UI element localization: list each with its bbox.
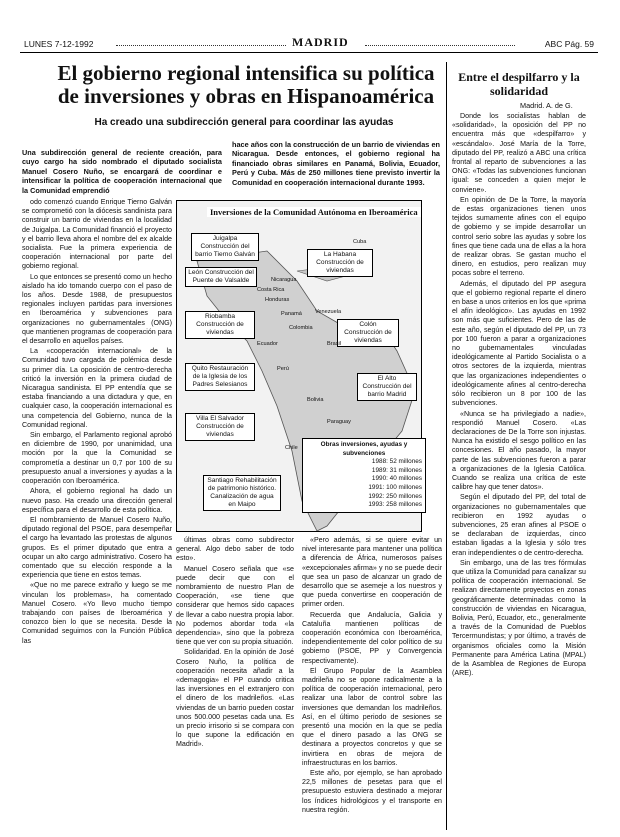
article-subhead: Ha creado una subdirección general para coordinar las ayudas — [94, 117, 394, 128]
page-header — [20, 35, 598, 53]
map-label-riobamba: Riobamba Construcción de viviendas — [185, 311, 255, 339]
paragraph: Donde los socialistas hablan de «solidaridad», la oposición del PP no encuentra más que «despilfarro» y «escándalo». José María de la Torre, diputado del PP, realizó a ABC una crítica frontal al reparto de subvenciones a las ONG: «Todas las subvenciones funcionan igual: se conceden a quien mejor le conviene». — [452, 112, 586, 194]
stats-title: Obras inversiones, ayudas y subvenciones — [320, 441, 408, 457]
investment-stats-box — [302, 438, 426, 513]
map-city: Chile — [285, 445, 298, 451]
map-label-colon: Colón Construcción de viviendas — [337, 319, 399, 347]
map-label-quito: Quito Restauración de la Iglesia de los Padres Selesianos — [185, 363, 255, 391]
paragraph: Sin embargo, el Parlamento regional aprobó en diciembre de 1990, por unanimidad, una moción por la que la Comunidad se comprometía a destinar un 0,7 por 100 de su presupuesto anual a inversiones y ayudas a la cooperación con Iberoamérica. — [22, 431, 172, 486]
map-label-la-habana: La Habana Construcción de viviendas — [307, 249, 373, 277]
paragraph: «Pero además, si se quiere evitar un nivel interesante para mantener una política a diferencia de África, numerosos países «excepcionales afirma» y no se puede decir que sea un paso de alcanzar un grado de desarrollo que se asemeje a los nuestros y que pueda convertirse en cooperación de primer orden. — [302, 536, 442, 609]
article-lead-left: Una subdirección general de reciente creación, para cuyo cargo ha sido nombrado el diputado socialista Manuel Cosero Nuño, se encargará de coordinar e intensificar la política de cooperación internacional que la Comunidad emprendió — [22, 148, 222, 195]
map-city: Bolivia — [307, 397, 324, 403]
map-city: Brasil — [327, 341, 341, 347]
paragraph: Manuel Cosero señala que «se puede decir que con el nombramiento de nuestro Plan de Cooperación, «se tiene que considerar que hemos sido capaces de llevar a cabo nuestra propia labor. No podemos abordar toda «la dependencia», sino que la pobreza tiene que ver con su propia situación. — [176, 564, 294, 647]
article-column-1 — [22, 198, 172, 830]
paragraph: Recuerda que Andalucía, Galicia y Cataluña mantienen políticas de cooperación económica con Iberoamérica, independientemente del color político de su gobierno (PSOE, PP y Convergencia respectivamente). — [302, 610, 442, 665]
column-divider — [446, 62, 447, 830]
map-city: Ecuador — [257, 341, 278, 347]
paragraph: odo comenzó cuando Enrique Tierno Galván se comprometió con la diócesis sandinista para construir un barrio de viviendas en la localidad de Juigalpa. La Comunidad financió el proyecto y el barrio lleva ahora el nombre del ex alcalde socialista. Fue la primera experiencia de cooperación internacional por parte del gobierno regional. — [22, 198, 172, 271]
paragraph: «Nunca se ha privilegiado a nadie», respondió Manuel Cosero. «Las declaraciones de De la Torre son injustas. Nunca ha existido el sesgo político en las concesiones. El año pasado, la mayor parte de las subvenciones fueron a parar a organizaciones de la Iglesia Católica. Cuando se realiza una crítica de este calibre hay que tener datos». — [452, 409, 586, 492]
paragraph: En opinión de De la Torre, la mayoría de estas organizaciones tienen unos tejidos sumamente afines con el equipo de gobierno y se impide desarrollar un control serio sobre las ayudas y sobre los fines que tiene cada una de ellas a la hora de realizar obras. Se gastan mucho el dinero, en estudios, pero realizan muy pocas sobre el terreno. — [452, 195, 586, 278]
map-city: Costa Rica — [257, 287, 285, 293]
section-title: MADRID — [292, 35, 349, 49]
map-label-juigalpa: Juigalpa Construcción del barrio Tierno Galván — [191, 233, 259, 261]
sidebar-column — [452, 112, 586, 830]
stats-row: 1988: 52 millones — [371, 458, 422, 466]
map-label-el-alto: El Alto Construcción del barrio Madrid — [357, 373, 417, 401]
map-city: Perú — [277, 366, 289, 372]
stats-row: 1991: 100 millones — [368, 483, 422, 491]
map-title: Inversiones de la Comunidad Autónoma en Iberoamérica — [207, 207, 421, 217]
article-lead-right: hace años con la construcción de un barrio de viviendas en Nicaragua. Desde entonces, el gobierno regional ha financiado obras similares en Panamá, Bolivia, Ecuador, Perú y Cuba. Más de 250 millones tiene previsto invertir la Comunidad en cooperación internacional durante 1993. — [232, 140, 440, 187]
paragraph: Según el diputado del PP, del total de organizaciones no gubernamentales que recibieron en 1992 ayudas o subvenciones, 25 eran afines al PSOE o se declaraban de izquierdas, cinco estaban ligadas a la Iglesia y sólo tres eran independientes o de centro-derecha. — [452, 493, 586, 557]
map-city: Cuba — [353, 239, 367, 245]
map-city: Panamá — [281, 311, 302, 317]
article-column-3 — [302, 536, 442, 830]
paragraph: Además, el diputado del PP asegura que el gobierno regional reparte el dinero en base a unos criterios en los que «prima el afín ideológico». Las ayudas en 1992 son más que suficientes. Pero de las de este año, según el diputado del PP, un 73 por 100 fueron a parar a organizaciones no gubernamentales vinculadas ideológicamente al Partido Socialista o a otros sectores de la izquierda, mientras que las organizaciones independientes o ideológicamente afines al centro-derecha sólo recibieron un 8 por 100 de las subvenciones. — [452, 279, 586, 408]
issue-date: LUNES 7-12-1992 — [24, 39, 94, 49]
paragraph: El nombramiento de Manuel Cosero Nuño, diputado regional del PSOE, para desempeñar el cargo ha levantado las protestas de algunos grupos. Es el primer diputado que entra a ocupar un alto cargo administrativo. Cosero ha comentado que su elección responde a la experiencia que tiene en estos temas. — [22, 515, 172, 580]
map-city: Venezuela — [315, 309, 342, 315]
map-label-leon: León Construcción del Puente de Valsalde — [185, 267, 257, 287]
stats-row: 1992: 250 millones — [368, 492, 422, 500]
paragraph: El Grupo Popular de la Asamblea madrileña no se opone radicalmente a la política de cooperación internacional, pero realizar una labor de control sobre las inversiones que demandan los madrileños. Así, en el último periodo de sesiones se presentó una moción en la que se pedía que el dinero pasado a las ONG se destinara a proyectos concretos y que se invirtiera en obras de mejora de infraestructuras en los barrios. — [302, 666, 442, 767]
paragraph: La «cooperación internacional» de la Comunidad tuvo cargada de polémica desde su primer día. La oposición de centro-derecha criticó la inversión en la primera ciudad de Nicaragua sandinista. El PP entendía que se estaba financiando a una dictadura y que, en cualquier caso, la cooperación internacional es una competencia del Gobierno, nunca de la Comunidad regional. — [22, 347, 172, 429]
paragraph: Lo que entonces se presentó como un hecho aislado ha ido tomando cuerpo con el paso de los años. Desde 1988, de presupuestos regionales incluyen partidas para inversiones en Iberoamérica y subvenciones para organizaciones no gubernamentales (ONG) que mantienen programas de cooperación para el desarrollo en aquellos países. — [22, 272, 172, 346]
paragraph: Este año, por ejemplo, se han aprobado 22,5 millones de pesetas para que el presupuesto estuviera destinado a mejorar los índices hidrológicos y el transporte en nuestra región. — [302, 769, 442, 814]
map-city: Colombia — [289, 325, 313, 331]
sidebar-title: Entre el despilfarro y la solidaridad — [458, 70, 580, 98]
sidebar-byline: Madrid. A. de G. — [520, 101, 573, 110]
map-city: Paraguay — [327, 419, 351, 425]
paragraph: «Que no me parece extraño y luego se me vinculan los problemas», ha comentado Manuel Cosero. «Yo llevo mucho tiempo trabajando con países de Iberoamérica y conozco bien lo que se necesita. Desde la Comunidad seguimos con la Función Pública las — [22, 581, 172, 645]
stats-row: 1993: 258 millones — [368, 501, 422, 509]
stats-row: 1989: 31 millones — [371, 466, 422, 474]
paragraph: últimas obras como subdirector general. Algo debo saber de todo esto». — [176, 536, 294, 563]
map-city: Honduras — [265, 297, 290, 303]
map-label-villa-el-salvador: Villa El Salvador Construcción de viviendas — [185, 413, 255, 441]
page-number: ABC Pág. 59 — [544, 39, 594, 49]
header-rule-right — [365, 45, 515, 46]
paragraph: Sin embargo, una de las tres fórmulas que utiliza la Comunidad para canalizar su política de cooperación internacional. Se realizan directamente proyectos en zonas geográficamente determinadas como la construcción de viviendas en Nicaragua, Bolivia, Perú, Ecuador, etc., generalmente a través de la Comunidad de Pueblos Tercermundistas; y por último, a través de organismos oficiales como la Misión Permanente para América Latina (MPAL) de la Asamblea de Regiones de Europa (ARE). — [452, 558, 586, 678]
map-city: Nicaragua — [271, 277, 297, 283]
article-headline: El gobierno regional intensifica su política de inversiones y obras en Hispanoamérica — [57, 61, 435, 108]
header-rule-left — [116, 45, 286, 46]
map-label-santiago: Santiago Rehabilitación de patrimonio histórico. Canalización de agua en Maipo — [203, 475, 281, 511]
stats-row: 1990: 40 millones — [371, 475, 422, 483]
paragraph: Ahora, el gobierno regional ha dado un nuevo paso. Ha creado una dirección general específica para el desarrollo de esta política. — [22, 487, 172, 514]
article-column-2 — [176, 536, 294, 830]
paragraph: Solidaridad. En la opinión de José Cosero Nuño, Ia política de cooperación necesita añadir a la «demagogia» el PP cuando critica las inversiones en el extranjero con el dinero de los madrileños. «Las viviendas de un barrio pueden costar unos 500.000 pesetas cada una. Es un precio irrisorio si se compara con lo que supone la edificación en Madrid». — [176, 648, 294, 749]
